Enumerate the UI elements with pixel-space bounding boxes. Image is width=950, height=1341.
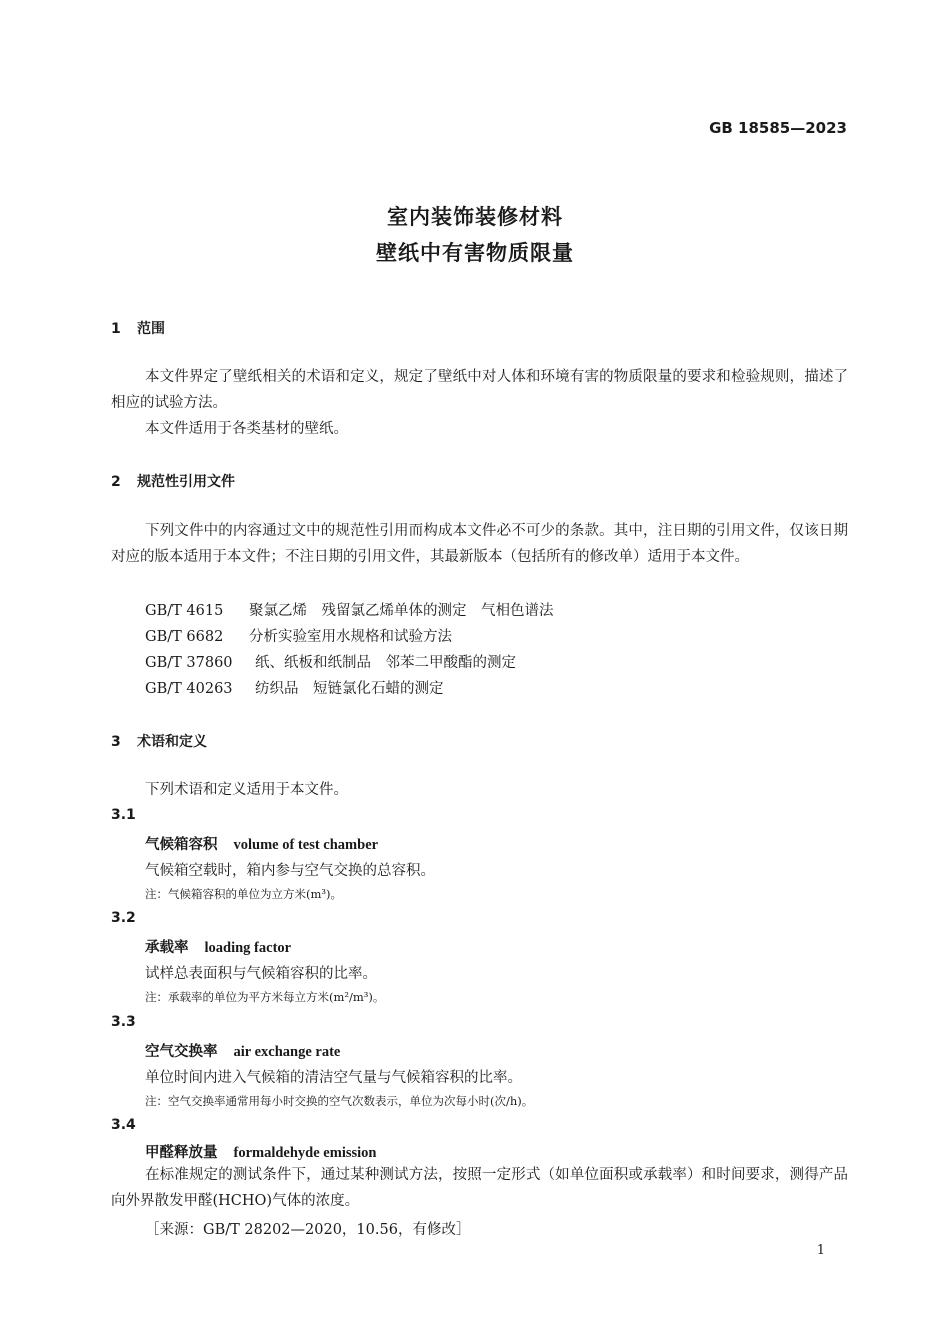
section-2-title: 规范性引用文件 — [137, 474, 235, 490]
term-en: volume of test chamber — [233, 837, 379, 853]
term-entry — [145, 1141, 376, 1162]
section-3-number: 3 — [111, 734, 121, 750]
reference-title: 纺织品 短链氯化石蜡的测定 — [255, 681, 444, 697]
section-1-paragraph-2: 本文件适用于各类基材的壁纸。 — [145, 421, 348, 437]
section-1-heading — [111, 318, 165, 338]
section-1-paragraph-1: 本文件界定了壁纸相关的术语和定义，规定了壁纸中对人体和环境有害的物质限量的要求和检验规则，描述了相应的试验方法。 — [111, 369, 848, 411]
section-1-number: 1 — [111, 321, 121, 337]
reference-code: GB/T 6682 — [145, 629, 224, 645]
document-code: GB 18585—2023 — [709, 119, 847, 137]
term-note: 注：承载率的单位为平方米每立方米(m²/m³)。 — [145, 990, 385, 1004]
term-source: ［来源：GB/T 28202—2020，10.56，有修改］ — [145, 1222, 471, 1238]
reference-title: 分析实验室用水规格和试验方法 — [249, 629, 452, 645]
section-1-title: 范围 — [137, 321, 165, 337]
term-note: 注：空气交换率通常用每小时交换的空气次数表示，单位为次每小时(次/h)。 — [145, 1094, 534, 1108]
term-zh: 空气交换率 — [145, 1043, 218, 1060]
title-line-1: 室内装饰装修材料 — [387, 205, 563, 229]
title-line-2: 壁纸中有害物质限量 — [376, 241, 574, 265]
term-zh: 承载率 — [145, 939, 189, 956]
term-en: loading factor — [204, 940, 292, 956]
reference-code: GB/T 40263 — [145, 681, 233, 697]
term-definition: 在标准规定的测试条件下，通过某种测试方法，按照一定形式（如单位面积或承载率）和时间要求，测得产品向外界散发甲醛(HCHO)气体的浓度。 — [111, 1167, 848, 1209]
term-en: air exchange rate — [233, 1044, 341, 1060]
clause-number: 3.4 — [111, 1117, 136, 1133]
reference-title: 聚氯乙烯 残留氯乙烯单体的测定 气相色谱法 — [249, 603, 554, 619]
section-3-paragraph-1: 下列术语和定义适用于本文件。 — [145, 782, 348, 798]
reference-item — [145, 625, 452, 646]
term-entry — [145, 833, 378, 854]
reference-item — [145, 599, 554, 620]
reference-title: 纸、纸板和纸制品 邻苯二甲酸酯的测定 — [255, 655, 516, 671]
clause-number: 3.2 — [111, 910, 136, 926]
term-en: formaldehyde emission — [233, 1145, 377, 1161]
page-number: 1 — [816, 1243, 825, 1258]
reference-item — [145, 677, 444, 698]
reference-code: GB/T 4615 — [145, 603, 224, 619]
term-zh: 甲醛释放量 — [145, 1144, 218, 1161]
term-note: 注：气候箱容积的单位为立方米(m³)。 — [145, 887, 342, 901]
section-2-number: 2 — [111, 474, 121, 490]
reference-code: GB/T 37860 — [145, 655, 233, 671]
term-entry — [145, 936, 291, 957]
section-3-heading — [111, 731, 207, 751]
section-2-paragraph-1: 下列文件中的内容通过文中的规范性引用而构成本文件必不可少的条款。其中，注日期的引用文件，仅该日期对应的版本适用于本文件；不注日期的引用文件，其最新版本（包括所有的修改单）适用于本文件。 — [111, 523, 848, 565]
clause-number: 3.3 — [111, 1014, 136, 1030]
term-entry — [145, 1040, 340, 1061]
term-definition: 单位时间内进入气候箱的清洁空气量与气候箱容积的比率。 — [145, 1070, 522, 1086]
section-2-heading — [111, 471, 235, 491]
reference-item — [145, 651, 516, 672]
term-definition: 气候箱空载时，箱内参与空气交换的总容积。 — [145, 863, 435, 879]
term-definition: 试样总表面积与气候箱容积的比率。 — [145, 966, 377, 982]
section-3-title: 术语和定义 — [137, 734, 207, 750]
term-zh: 气候箱容积 — [145, 836, 218, 853]
clause-number: 3.1 — [111, 807, 136, 823]
